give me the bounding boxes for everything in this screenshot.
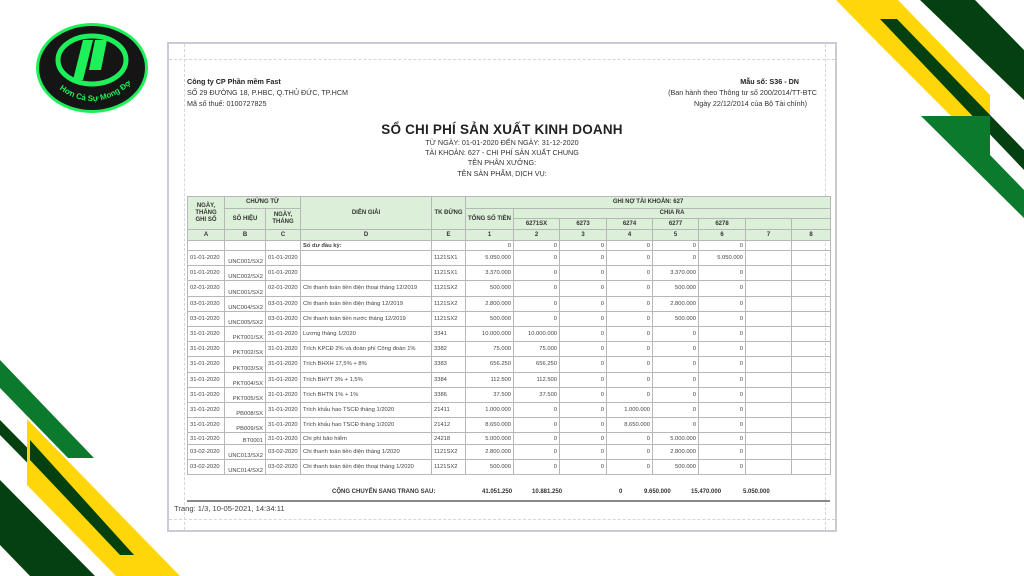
row-description: Trích BHYT 3% + 1,5% <box>301 372 432 387</box>
row-description: Trích KPCĐ 2% và đoàn phí Công đoàn 1% <box>301 342 432 357</box>
row-voucher-date: 31-01-2020 <box>266 387 301 402</box>
row-6271sx: 0 <box>514 402 560 417</box>
row-voucher-date: 03-01-2020 <box>266 311 301 326</box>
row-6277: 0 <box>653 326 699 341</box>
row-contra-account: 3341 <box>432 326 466 341</box>
header-sub-account: 6277 <box>653 219 699 230</box>
ledger-row <box>188 266 831 281</box>
row-description <box>301 266 432 281</box>
carry-forward-label: CỘNG CHUYỂN SANG TRANG SAU: <box>332 489 436 495</box>
row-empty-cell <box>746 444 792 459</box>
row-contra-account: 3386 <box>432 387 466 402</box>
row-date: 03-02-2020 <box>188 444 225 459</box>
company-info <box>187 76 348 109</box>
carry-forward-6274: 9.650.000 <box>644 489 671 495</box>
row-voucher-date: 31-01-2020 <box>266 433 301 445</box>
row-6277: 0 <box>653 418 699 433</box>
row-empty-cell <box>746 251 792 266</box>
row-6278: 0 <box>699 357 746 372</box>
opening-total: 0 <box>466 241 514 251</box>
row-6274: 0 <box>607 296 653 311</box>
column-letter: 2 <box>514 230 560 241</box>
row-contra-account: 21412 <box>432 418 466 433</box>
column-letter: 5 <box>653 230 699 241</box>
header-sub-account: 6274 <box>607 219 653 230</box>
page-guide-left <box>184 44 185 530</box>
row-date: 31-01-2020 <box>188 326 225 341</box>
report-account: TÀI KHOẢN: 627 - CHI PHÍ SẢN XUẤT CHUNG <box>425 148 579 158</box>
row-empty-cell <box>792 459 831 474</box>
row-6278: 0 <box>699 281 746 296</box>
row-6274: 0 <box>607 342 653 357</box>
row-6271sx: 75.000 <box>514 342 560 357</box>
row-date: 31-01-2020 <box>188 357 225 372</box>
row-6271sx: 0 <box>514 266 560 281</box>
row-6273: 0 <box>560 372 607 387</box>
row-6274: 0 <box>607 281 653 296</box>
report-sheet <box>167 42 837 532</box>
row-description: Chi thanh toán tiền điện thoại tháng 12/2019 <box>301 281 432 296</box>
row-contra-account: 24218 <box>432 433 466 445</box>
row-6274: 8.650.000 <box>607 418 653 433</box>
row-6274: 0 <box>607 251 653 266</box>
header-sub-account <box>746 219 792 230</box>
row-date: 01-01-2020 <box>188 251 225 266</box>
row-empty-cell <box>792 357 831 372</box>
row-6273: 0 <box>560 251 607 266</box>
ledger-row <box>188 251 831 266</box>
row-6274: 0 <box>607 326 653 341</box>
row-6271sx: 0 <box>514 433 560 445</box>
row-6277: 0 <box>653 387 699 402</box>
row-description: Trích khấu hao TSCĐ tháng 1/2020 <box>301 402 432 417</box>
report-title: SỔ CHI PHÍ SẢN XUẤT KINH DOANH <box>381 122 623 137</box>
ledger-row <box>188 342 831 357</box>
row-empty-cell <box>792 281 831 296</box>
row-empty-cell <box>746 266 792 281</box>
row-6271sx: 37.500 <box>514 387 560 402</box>
row-description <box>301 251 432 266</box>
column-letter: 4 <box>607 230 653 241</box>
row-6277: 0 <box>653 372 699 387</box>
row-6271sx: 0 <box>514 251 560 266</box>
row-contra-account: 1121SX2 <box>432 459 466 474</box>
column-letter: A <box>188 230 225 241</box>
header-sub-account: 6278 <box>699 219 746 230</box>
column-letter: D <box>301 230 432 241</box>
column-letter-row <box>188 230 831 241</box>
form-info <box>668 76 817 109</box>
row-voucher-date: 03-02-2020 <box>266 444 301 459</box>
row-voucher-date: 31-01-2020 <box>266 418 301 433</box>
row-6274: 0 <box>607 311 653 326</box>
carry-forward-6277: 15.470.000 <box>691 489 722 495</box>
opening-value: 0 <box>560 241 607 251</box>
logo-slogan: Hơn Cả Sự Mong Đợ <box>58 78 133 104</box>
row-date: 31-01-2020 <box>188 418 225 433</box>
row-contra-account: 1121SX2 <box>432 296 466 311</box>
header-sub-account: 6271SX <box>514 219 560 230</box>
header-breakdown: CHIA RA <box>514 209 831 219</box>
row-6278: 0 <box>699 418 746 433</box>
row-empty-cell <box>792 372 831 387</box>
column-letter: 1 <box>466 230 514 241</box>
row-total: 112.500 <box>466 372 514 387</box>
row-total: 5.000.000 <box>466 433 514 445</box>
row-6278: 0 <box>699 387 746 402</box>
row-empty-cell <box>792 418 831 433</box>
row-date: 31-01-2020 <box>188 387 225 402</box>
row-6274: 0 <box>607 459 653 474</box>
row-voucher-date: 31-01-2020 <box>266 326 301 341</box>
row-6278: 0 <box>699 266 746 281</box>
row-6278: 0 <box>699 459 746 474</box>
ledger-row <box>188 372 831 387</box>
opening-value: 0 <box>514 241 560 251</box>
row-total: 1.000.000 <box>466 402 514 417</box>
row-voucher-no: PKT003/SX <box>225 357 266 372</box>
row-6277: 2.800.000 <box>653 444 699 459</box>
row-empty-cell <box>746 342 792 357</box>
column-letter: 6 <box>699 230 746 241</box>
row-contra-account: 1121SX2 <box>432 311 466 326</box>
opening-value: 0 <box>607 241 653 251</box>
report-heading <box>169 122 835 179</box>
ledger-row <box>188 402 831 417</box>
row-voucher-date: 31-01-2020 <box>266 342 301 357</box>
row-date: 03-02-2020 <box>188 459 225 474</box>
row-6271sx: 0 <box>514 459 560 474</box>
row-total: 2.800.000 <box>466 296 514 311</box>
ledger-table <box>187 196 831 475</box>
row-6277: 3.370.000 <box>653 266 699 281</box>
row-total: 75.000 <box>466 342 514 357</box>
row-voucher-no: PKT004/SX <box>225 372 266 387</box>
row-voucher-no: BT0001 <box>225 433 266 445</box>
header-debit-account: GHI NỢ TÀI KHOẢN: 627 <box>466 197 831 209</box>
row-6271sx: 656.250 <box>514 357 560 372</box>
row-description: Chi thanh toán tiền điện thoại tháng 1/2020 <box>301 459 432 474</box>
row-6273: 0 <box>560 418 607 433</box>
row-contra-account: 1121SX1 <box>432 251 466 266</box>
carry-forward-6271sx: 10.881.250 <box>532 489 563 495</box>
row-voucher-no: UNC004/SX2 <box>225 296 266 311</box>
opening-value: 0 <box>653 241 699 251</box>
carry-forward-6278: 5.050.000 <box>743 489 770 495</box>
row-6277: 500.000 <box>653 311 699 326</box>
ledger-row <box>188 433 831 445</box>
row-voucher-no: UNC002/SX2 <box>225 266 266 281</box>
row-description: Chi phí bảo hiểm <box>301 433 432 445</box>
row-6273: 0 <box>560 311 607 326</box>
row-contra-account: 3384 <box>432 372 466 387</box>
row-voucher-date: 03-02-2020 <box>266 459 301 474</box>
row-empty-cell <box>746 326 792 341</box>
row-empty-cell <box>746 357 792 372</box>
header-date-posted: NGÀY, THÁNG GHI SỔ <box>188 197 225 230</box>
row-6278: 0 <box>699 444 746 459</box>
row-6278: 0 <box>699 342 746 357</box>
row-6274: 0 <box>607 266 653 281</box>
row-voucher-no: PKT001/SX <box>225 326 266 341</box>
row-6277: 0 <box>653 357 699 372</box>
row-date: 31-01-2020 <box>188 402 225 417</box>
row-description: Chi thanh toán tiền điện tháng 1/2020 <box>301 444 432 459</box>
row-total: 500.000 <box>466 459 514 474</box>
row-6273: 0 <box>560 342 607 357</box>
row-6273: 0 <box>560 444 607 459</box>
row-total: 5.050.000 <box>466 251 514 266</box>
row-empty-cell <box>792 444 831 459</box>
opening-value: 0 <box>699 241 746 251</box>
row-6274: 0 <box>607 357 653 372</box>
row-empty-cell <box>746 387 792 402</box>
company-tax-code: Mã số thuế: 0100727825 <box>187 99 267 108</box>
row-6273: 0 <box>560 459 607 474</box>
row-empty-cell <box>792 251 831 266</box>
form-issued-date: Ngày 22/12/2014 của Bộ Tài chính) <box>694 99 807 108</box>
ledger-row <box>188 418 831 433</box>
header-sub-account: 6273 <box>560 219 607 230</box>
row-total: 3.370.000 <box>466 266 514 281</box>
row-voucher-no: UNC005/SX2 <box>225 311 266 326</box>
row-date: 01-01-2020 <box>188 266 225 281</box>
row-description: Lương tháng 1/2020 <box>301 326 432 341</box>
row-voucher-no: UNC001/SX2 <box>225 281 266 296</box>
row-description: Trích BHXH 17,5% + 8% <box>301 357 432 372</box>
column-letter: B <box>225 230 266 241</box>
row-voucher-date: 31-01-2020 <box>266 372 301 387</box>
row-empty-cell <box>746 372 792 387</box>
row-contra-account: 1121SX1 <box>432 266 466 281</box>
row-total: 37.500 <box>466 387 514 402</box>
report-date-range: TỪ NGÀY: 01-01-2020 ĐẾN NGÀY: 31-12-2020 <box>425 138 579 147</box>
row-voucher-no: UNC014/SX2 <box>225 459 266 474</box>
row-contra-account: 3382 <box>432 342 466 357</box>
row-6277: 500.000 <box>653 459 699 474</box>
column-letter: 8 <box>792 230 831 241</box>
row-total: 656.250 <box>466 357 514 372</box>
row-empty-cell <box>746 459 792 474</box>
ledger-row <box>188 311 831 326</box>
row-total: 2.800.000 <box>466 444 514 459</box>
row-empty-cell <box>746 296 792 311</box>
row-voucher-date: 31-01-2020 <box>266 402 301 417</box>
row-6277: 2.800.000 <box>653 296 699 311</box>
ledger-row <box>188 281 831 296</box>
row-6271sx: 0 <box>514 281 560 296</box>
column-letter: 7 <box>746 230 792 241</box>
row-6278: 0 <box>699 311 746 326</box>
row-6271sx: 10.000.000 <box>514 326 560 341</box>
row-6277: 0 <box>653 251 699 266</box>
row-empty-cell <box>792 342 831 357</box>
row-6277: 0 <box>653 402 699 417</box>
row-6271sx: 0 <box>514 311 560 326</box>
row-total: 500.000 <box>466 311 514 326</box>
ledger-row <box>188 459 831 474</box>
opening-balance-row <box>188 241 831 251</box>
column-letter: E <box>432 230 466 241</box>
row-6278: 0 <box>699 326 746 341</box>
page-footer: Trang: 1/3, 10-05-2021, 14:34:11 <box>174 504 285 513</box>
ledger-row <box>188 357 831 372</box>
column-letter: C <box>266 230 301 241</box>
row-6273: 0 <box>560 357 607 372</box>
row-description: Chi thanh toán tiền điện tháng 12/2019 <box>301 296 432 311</box>
row-empty-cell <box>792 296 831 311</box>
row-empty-cell <box>746 281 792 296</box>
company-address: SỐ 29 ĐƯỜNG 18, P.HBC, Q.THỦ ĐỨC, TP.HCM <box>187 88 349 97</box>
ledger-row <box>188 296 831 311</box>
row-6273: 0 <box>560 281 607 296</box>
row-6274: 0 <box>607 387 653 402</box>
opening-balance-label: Số dư đầu kỳ: <box>301 241 432 251</box>
row-6278: 0 <box>699 372 746 387</box>
row-voucher-no: UNC001/SX2 <box>225 251 266 266</box>
row-6273: 0 <box>560 296 607 311</box>
form-code: Mẫu số: S36 - DN <box>740 77 799 86</box>
row-description: Chi thanh toán tiền nước tháng 12/2019 <box>301 311 432 326</box>
row-empty-cell <box>792 402 831 417</box>
row-6274: 0 <box>607 444 653 459</box>
row-date: 03-01-2020 <box>188 296 225 311</box>
row-empty-cell <box>792 387 831 402</box>
carry-forward-6273: 0 <box>619 489 623 495</box>
form-issued-by: (Ban hành theo Thông tư số 200/2014/TT-BTC <box>668 88 817 97</box>
row-6271sx: 0 <box>514 444 560 459</box>
header-voucher-no: SỐ HIỆU <box>225 209 266 230</box>
row-date: 03-01-2020 <box>188 311 225 326</box>
row-description: Trích BHTN 1% + 1% <box>301 387 432 402</box>
row-empty-cell <box>746 402 792 417</box>
row-voucher-no: UNC013/SX2 <box>225 444 266 459</box>
row-empty-cell <box>792 433 831 445</box>
row-empty-cell <box>746 418 792 433</box>
row-6271sx: 0 <box>514 296 560 311</box>
ledger-row <box>188 387 831 402</box>
row-6274: 0 <box>607 433 653 445</box>
carry-forward-total: 41.051.250 <box>482 489 513 495</box>
row-contra-account: 1121SX2 <box>432 444 466 459</box>
ledger-row <box>188 326 831 341</box>
row-voucher-date: 01-01-2020 <box>266 266 301 281</box>
row-contra-account: 3383 <box>432 357 466 372</box>
column-letter: 3 <box>560 230 607 241</box>
row-6278: 5.050.000 <box>699 251 746 266</box>
header-total: TỔNG SỐ TIỀN <box>466 209 514 230</box>
report-product: TÊN SẢN PHẨM, DỊCH VỤ: <box>457 168 547 178</box>
row-voucher-no: PKT005/SX <box>225 387 266 402</box>
row-description: Trích khấu hao TSCĐ tháng 1/2020 <box>301 418 432 433</box>
row-total: 500.000 <box>466 281 514 296</box>
row-6274: 0 <box>607 372 653 387</box>
row-6273: 0 <box>560 266 607 281</box>
header-description: DIỄN GIẢI <box>301 197 432 230</box>
row-empty-cell <box>792 266 831 281</box>
row-6273: 0 <box>560 326 607 341</box>
page-guide-bottom <box>169 519 835 520</box>
row-6278: 0 <box>699 402 746 417</box>
row-voucher-no: PB008/SX <box>225 402 266 417</box>
row-contra-account: 21411 <box>432 402 466 417</box>
row-6278: 0 <box>699 433 746 445</box>
ledger-row <box>188 444 831 459</box>
row-voucher-date: 31-01-2020 <box>266 357 301 372</box>
page-guide-top <box>169 59 835 60</box>
row-voucher-date: 01-01-2020 <box>266 251 301 266</box>
row-6278: 0 <box>699 296 746 311</box>
header-voucher: CHỨNG TỪ <box>225 197 301 209</box>
row-date: 31-01-2020 <box>188 342 225 357</box>
row-empty-cell <box>746 433 792 445</box>
row-date: 31-01-2020 <box>188 433 225 445</box>
row-total: 8.650.000 <box>466 418 514 433</box>
row-empty-cell <box>792 326 831 341</box>
row-contra-account: 1121SX2 <box>432 281 466 296</box>
row-6277: 5.000.000 <box>653 433 699 445</box>
row-voucher-no: PKT002/SX <box>225 342 266 357</box>
header-voucher-date: NGÀY, THÁNG <box>266 209 301 230</box>
carry-forward-row <box>187 486 830 502</box>
row-empty-cell <box>792 311 831 326</box>
row-voucher-date: 02-01-2020 <box>266 281 301 296</box>
company-name: Công ty CP Phần mềm Fast <box>187 77 281 86</box>
row-6273: 0 <box>560 433 607 445</box>
row-6271sx: 0 <box>514 418 560 433</box>
row-6277: 0 <box>653 342 699 357</box>
row-6274: 1.000.000 <box>607 402 653 417</box>
row-date: 02-01-2020 <box>188 281 225 296</box>
header-contra-account: TK ĐỨNG <box>432 197 466 230</box>
header-sub-account <box>792 219 831 230</box>
row-6277: 500.000 <box>653 281 699 296</box>
report-workshop: TÊN PHÂN XƯỞNG: <box>467 158 537 168</box>
row-6273: 0 <box>560 387 607 402</box>
row-voucher-no: PB009/SX <box>225 418 266 433</box>
row-date: 31-01-2020 <box>188 372 225 387</box>
row-6271sx: 112.500 <box>514 372 560 387</box>
row-voucher-date: 03-01-2020 <box>266 296 301 311</box>
company-logo <box>35 22 149 114</box>
row-total: 10.000.000 <box>466 326 514 341</box>
row-empty-cell <box>746 311 792 326</box>
row-6273: 0 <box>560 402 607 417</box>
